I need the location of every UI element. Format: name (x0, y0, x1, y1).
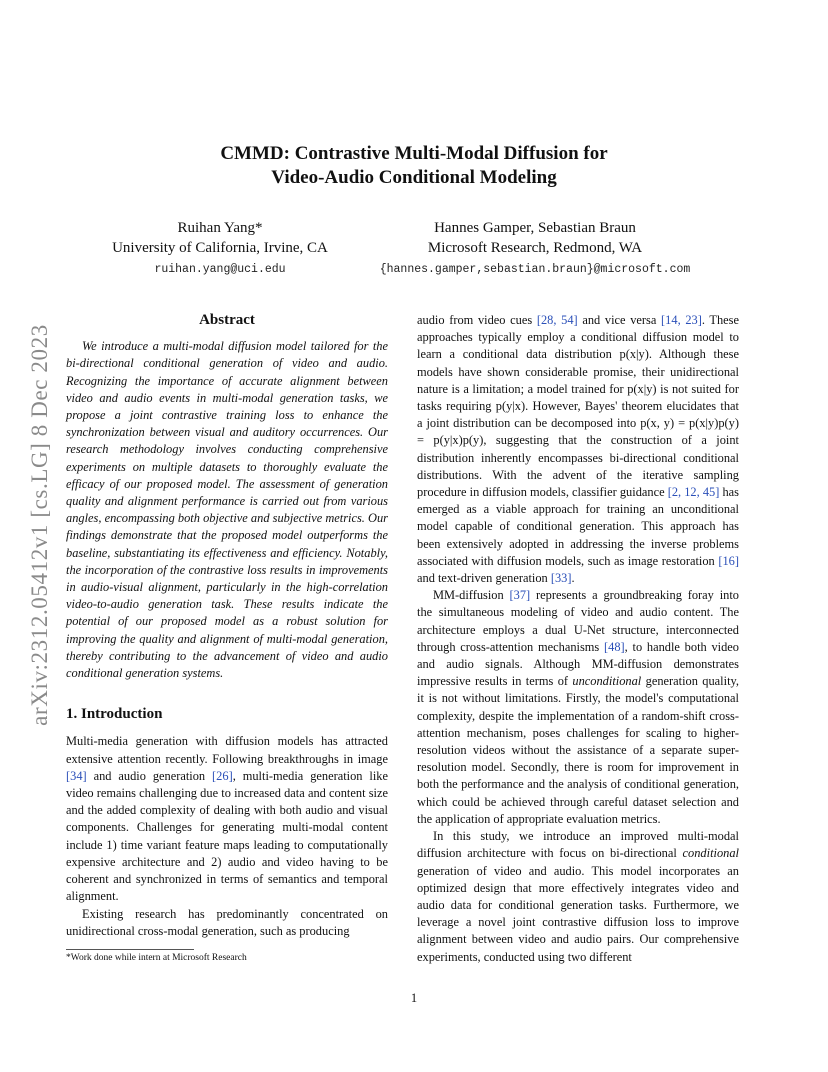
citation-link[interactable]: [37] (509, 588, 531, 603)
paper-title (0, 142, 828, 190)
section-heading-introduction: 1. Introduction (66, 706, 163, 723)
paper-title-line-1: CMMD: Contrastive Multi-Modal Diffusion for (220, 143, 608, 164)
intro-paragraph-2: Existing research has predominantly concentrated on unidirectional cross-modal generation, such as producing (66, 906, 388, 938)
page-number: 1 (410, 991, 418, 1005)
citation-link[interactable]: [48] (604, 639, 625, 654)
citation-link[interactable]: [34] (66, 768, 87, 783)
paper-title-line-2: Video-Audio Conditional Modeling (271, 167, 557, 188)
left-column (66, 312, 388, 940)
intro-paragraph-3: MM-diffusion [37] represents a groundbreaking foray into the simultaneous modeling of video and audio content. The architecture employs a dual U-Net structure, interconnected through cross-attention mechanisms [48], to handle both video and audio signals. Although MM-diffusion demonstrates impressive results in terms of unconditional generation quality, it is not without limitations. Firstly, the model's computational complexity, despite the implementation of a random-shift cross-attention mechanism, poses challenges for scaling to higher-resolution videos without the assistance of a separate super-resolution model. Secondly, there is room for improvement in both the performance and the analysis of conditional generation, which could be achieved through careful dataset selection and the application of appropriate evaluation metrics. (417, 588, 739, 826)
author-email: {hannes.gamper,sebastian.braun}@microsoft.com (379, 263, 691, 276)
citation-link[interactable]: [14, 23] (661, 313, 702, 327)
author-affiliation: University of California, Irvine, CA (112, 240, 328, 256)
citation-link[interactable]: [33] (550, 571, 572, 586)
abstract-heading: Abstract (199, 312, 255, 328)
intro-paragraph-2-continued: audio from video cues [28, 54] and vice versa [14, 23]. These approaches typically employ a conditional diffusion model to learn a conditional data distribution p(x|y). Although these models have shown considerable promise, their unidirectional nature is a limitation; a model trained for p(x|y) is not suited for tasks requiring p(y|x). However, Bayes' theorem elucidates that a joint distribution can be decomposed into p(x, y) = p(x|y)p(y) = p(y|x)p(y), suggesting that the construction of a joint distribution inherently encompasses bi-directional conditional distributions. With the advent of the iterative sampling procedure in diffusion models, classifier guidance [2, 12, 45] has emerged as a viable approach for training an unconditional model capable of conditional generation. This approach has been extensively adopted in addressing the inverse problems associated with diffusion models, such as image restoration [16] and text-driven generation [33]. (417, 313, 739, 586)
author-block-2 (370, 218, 700, 280)
footnote-divider (66, 949, 194, 950)
right-column (417, 312, 739, 966)
author-block-1 (100, 218, 340, 280)
citation-link[interactable]: [26] (212, 768, 233, 783)
footnote: *Work done while intern at Microsoft Research (66, 953, 247, 963)
author-affiliation: Microsoft Research, Redmond, WA (427, 240, 643, 256)
citation-link[interactable]: [28, 54] (536, 313, 578, 327)
abstract-text: We introduce a multi-modal diffusion model tailored for the bi-directional conditional generation of video and audio. Recognizing the importance of accurate alignment between video and audio events in multi-modal generation tasks, we propose a joint contrastive training loss to enhance the synchronization between visual and auditory occurrences. Our research methodology involves conducting comprehensive experiments on multiple datasets to thoroughly evaluate the efficacy of our proposed model. The assessment of generation quality and alignment performance is carried out from various angles, encompassing both objective and subjective metrics. Our findings demonstrate that the proposed model outperforms the baseline, substantiating its effectiveness and efficiency. Notably, the incorporation of the contrastive loss results in improvements in audio-visual alignment, particularly in the high-correlation video-to-audio generation task. These results indicate the potential of our proposed model as a robust solution for improving the quality and alignment of multi-modal generation, thereby contributing to the advancement of video and audio conditional generation systems. (66, 339, 388, 681)
citation-link[interactable]: [2, 12, 45] (667, 485, 720, 500)
citation-link[interactable]: [16] (718, 553, 739, 568)
intro-paragraph-1: Multi-media generation with diffusion models has attracted extensive attention recently. Following breakthroughs in image [34] and audio generation [26], multi-media generation like video remains challenging due to increased data and content size and the added complexity of dealing with both audio and visual components. Challenges for generating multi-modal content include 1) time variant feature maps leading to computationally expensive architecture and 2) audio and video having to be coherent and synchronized in terms of semantics and temporal alignment. (66, 734, 388, 904)
author-name: Hannes Gamper, Sebastian Braun (434, 220, 636, 236)
arxiv-watermark-text: arXiv:2312.05412v1 [cs.LG] 8 Dec 2023 (27, 324, 52, 726)
intro-paragraph-4: In this study, we introduce an improved multi-modal diffusion architecture with focus on bi-directional conditional generation of video and audio. This model incorporates an optimized design that more effectively integrates video and audio data for conditional generation tasks. Furthermore, we leverage a novel joint contrastive diffusion loss to improve alignment between video and audio pairs. Our comprehensive experiments, conducted using two different (417, 829, 739, 964)
author-email: ruihan.yang@uci.edu (154, 263, 286, 276)
author-name: Ruihan Yang* (177, 220, 263, 236)
arxiv-watermark (14, 290, 66, 760)
